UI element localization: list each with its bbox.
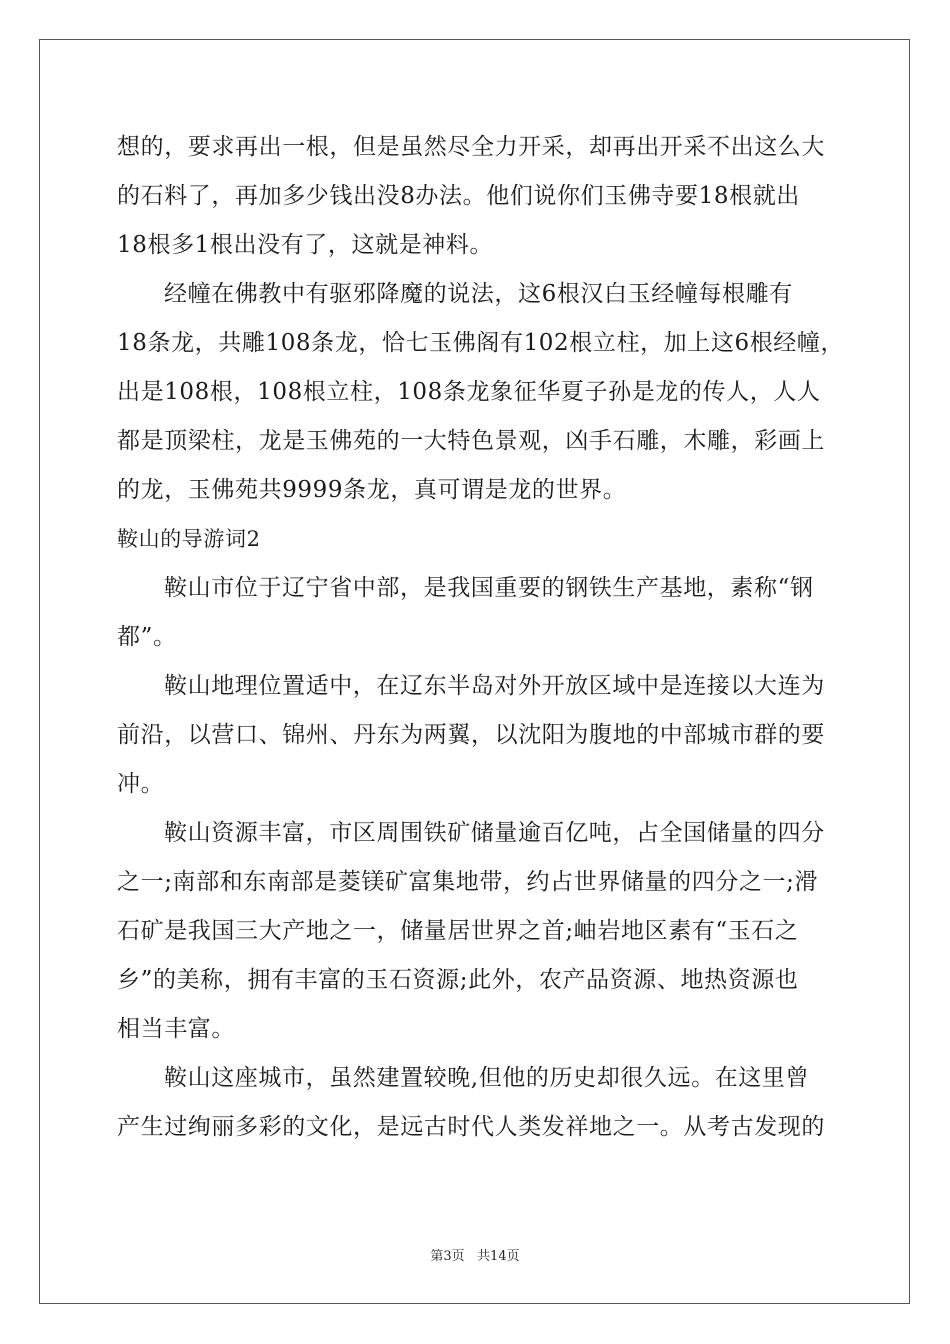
document-body <box>117 123 845 1152</box>
paragraph-start-line: 鞍山这座城市，虽然建置较晚,但他的历史却很久远。在这里曾 <box>164 1065 810 1091</box>
paragraph-start-line: 鞍山地理位置适中，在辽东半岛对外开放区域中是连接以大连为 <box>164 673 825 699</box>
text-line: 之一;南部和东南部是菱镁矿富集地带，约占世界储量的四分之一;滑 <box>117 869 819 895</box>
paragraph-start-line: 鞍山市位于辽宁省中部，是我国重要的钢铁生产基地，素称“钢 <box>164 575 814 601</box>
text-line: 冲。 <box>117 771 165 797</box>
section-heading: 鞍山的导游词2 <box>117 527 261 551</box>
page-number-footer: 第3页 共14页 <box>430 1249 520 1264</box>
text-line: 18根多1根出没有了，这就是神料。 <box>117 232 494 258</box>
paragraph-start-line: 经幢在佛教中有驱邪降魔的说法，这6根汉白玉经幢每根雕有 <box>164 281 793 307</box>
text-line: 出是108根，108根立柱，108条龙象征华夏子孙是龙的传人，人人 <box>117 379 821 405</box>
text-line: 产生过绚丽多彩的文化，是远古时代人类发祥地之一。从考古发现的 <box>117 1114 825 1140</box>
text-line: 想的，要求再出一根，但是虽然尽全力开采，却再出开采不出这么大 <box>117 134 825 160</box>
text-line: 都”。 <box>117 624 177 650</box>
text-line: 相当丰富。 <box>117 1016 235 1042</box>
text-line: 的石料了，再加多少钱出没8办法。他们说你们玉佛寺要18根就出 <box>117 183 800 209</box>
text-line: 都是顶梁柱，龙是玉佛苑的一大特色景观，凶手石雕，木雕，彩画上 <box>117 428 825 454</box>
text-line: 乡”的美称，拥有丰富的玉石资源;此外，农产品资源、地热资源也 <box>117 967 799 993</box>
text-line: 前沿，以营口、锦州、丹东为两翼，以沈阳为腹地的中部城市群的要 <box>117 722 825 748</box>
text-line: 的龙，玉佛苑共9999条龙，真可谓是龙的世界。 <box>117 477 627 503</box>
text-line: 18条龙，共雕108条龙，恰七玉佛阁有102根立柱，加上这6根经幢， <box>117 330 845 356</box>
paragraph-start-line: 鞍山资源丰富，市区周围铁矿储量逾百亿吨，占全国储量的四分 <box>164 820 825 846</box>
text-line: 石矿是我国三大产地之一，储量居世界之首;岫岩地区素有“玉石之 <box>117 918 799 944</box>
